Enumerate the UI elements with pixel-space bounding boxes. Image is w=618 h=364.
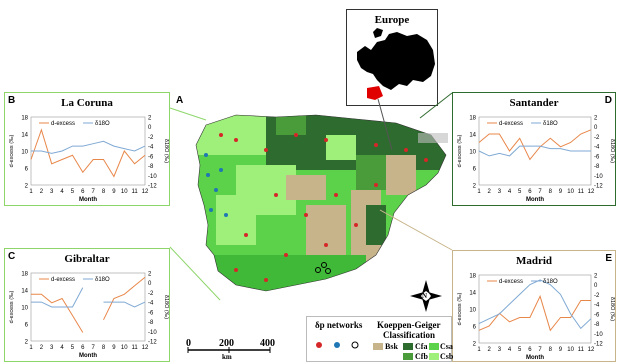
x-tick-label: 7 [91, 345, 95, 351]
class-label-csa: Csa [440, 342, 453, 351]
right-tick-label: -4 [594, 302, 600, 309]
koppen-title: Koeppen-Geiger [377, 320, 441, 330]
line-chart-svg [453, 251, 617, 363]
x-tick-label: 8 [548, 189, 552, 195]
line-chart-svg [5, 249, 171, 363]
right-tick-label: -2 [148, 290, 154, 297]
right-tick-label: -2 [594, 134, 600, 141]
x-tick-label: 5 [518, 189, 522, 195]
x-tick-label: 5 [70, 345, 75, 351]
left-tick-label: 10 [469, 307, 476, 314]
legend-label: d-excess [499, 279, 524, 285]
x-tick-label: 11 [577, 347, 584, 353]
x-tick-label: 6 [81, 345, 85, 351]
x-tick-label: 5 [70, 189, 75, 195]
y-axis-label-left: d-excess (‰) [457, 292, 463, 326]
panel-letter: B [8, 95, 16, 106]
panel-title: La Coruna [61, 97, 113, 109]
plot-frame [31, 273, 145, 341]
x-tick-label: 5 [518, 347, 522, 353]
right-tick-label: -2 [594, 292, 600, 299]
x-tick-label: 9 [112, 189, 116, 195]
right-tick-label: 2 [148, 271, 152, 278]
left-tick-label: 2 [24, 339, 28, 346]
legend-label: δ18O [95, 121, 110, 127]
x-tick-label: 1 [477, 347, 481, 353]
x-tick-label: 2 [39, 189, 44, 195]
scale-label-0: 0 [186, 338, 191, 349]
right-tick-label: -4 [148, 144, 154, 151]
x-axis-label: Month [526, 197, 544, 203]
x-tick-label: 1 [29, 189, 33, 195]
x-tick-label: 2 [487, 189, 491, 195]
legend-label: δ18O [543, 121, 558, 127]
left-tick-label: 2 [24, 183, 28, 190]
left-tick-label: 14 [21, 132, 28, 139]
panel-santander [452, 92, 616, 206]
y-axis-label-right: δ18O (‰) [609, 296, 615, 322]
y-axis-label-right: δ18O (‰) [163, 138, 169, 164]
x-tick-label: 8 [101, 345, 106, 351]
x-axis-label: Month [79, 197, 97, 203]
right-tick-label: -6 [594, 154, 600, 161]
left-tick-label: 10 [21, 305, 28, 312]
series-line-d-excess [31, 130, 145, 177]
network-marker-blue [334, 342, 340, 348]
x-tick-label: 4 [507, 347, 512, 353]
right-tick-label: 0 [148, 125, 152, 132]
left-tick-label: 6 [24, 322, 28, 329]
x-tick-label: 3 [497, 347, 502, 353]
x-tick-label: 8 [548, 347, 552, 353]
right-tick-label: -4 [148, 300, 154, 307]
x-tick-label: 6 [528, 189, 532, 195]
left-tick-label: 10 [469, 149, 476, 156]
x-axis-label: Month [526, 355, 544, 361]
compass-label: N [422, 292, 428, 300]
network-marker-red [316, 342, 322, 348]
x-tick-label: 4 [60, 189, 64, 195]
series-line-d18o [31, 288, 145, 307]
x-tick-label: 6 [528, 347, 532, 353]
panel-title: Madrid [515, 255, 553, 267]
legend-label: δ18O [95, 277, 110, 283]
panel-madrid [452, 250, 616, 362]
panel-la-coruna [4, 92, 170, 206]
x-tick-label: 4 [507, 189, 512, 195]
legend-label: δ18O [543, 279, 558, 285]
legend-label: d-excess [51, 121, 76, 127]
left-tick-label: 18 [21, 271, 28, 278]
scale-label-200: 200 [219, 338, 234, 349]
right-tick-label: -10 [148, 329, 157, 336]
x-tick-label: 1 [29, 345, 33, 351]
x-tick-label: 1 [477, 189, 481, 195]
right-tick-label: 2 [148, 115, 152, 122]
x-tick-label: 10 [567, 347, 574, 353]
left-tick-label: 6 [472, 166, 476, 173]
class-swatch-cfb [403, 353, 413, 360]
left-tick-label: 14 [469, 132, 476, 139]
right-tick-label: -12 [594, 341, 603, 348]
line-chart-svg [5, 93, 171, 207]
panel-letter: C [8, 251, 16, 262]
x-tick-label: 7 [91, 189, 95, 195]
panel-letter: E [605, 253, 612, 264]
y-axis-label-right: δ18O (‰) [609, 138, 615, 164]
class-swatch-csb [429, 353, 439, 360]
x-tick-label: 11 [131, 189, 138, 195]
right-tick-label: -10 [148, 173, 157, 180]
left-tick-label: 6 [472, 324, 476, 331]
y-axis-label-left: d-excess (‰) [457, 134, 463, 168]
left-tick-label: 14 [469, 290, 476, 297]
legend-box [306, 316, 452, 362]
y-axis-label-right: δ18O (‰) [163, 294, 169, 320]
x-tick-label: 3 [50, 189, 54, 195]
x-tick-label: 9 [112, 345, 116, 351]
x-tick-label: 10 [120, 345, 128, 351]
line-chart-svg [453, 93, 617, 207]
network-marker-open [352, 342, 358, 348]
right-tick-label: 2 [594, 115, 598, 122]
koppen-subtitle: Classification [383, 330, 436, 340]
right-tick-label: -12 [148, 339, 157, 346]
x-tick-label: 2 [39, 345, 44, 351]
legend-label: d-excess [499, 121, 524, 127]
left-tick-label: 18 [469, 273, 476, 280]
x-tick-label: 8 [101, 189, 106, 195]
right-tick-label: -12 [594, 183, 603, 190]
x-tick-label: 12 [141, 189, 149, 195]
x-tick-label: 3 [497, 189, 502, 195]
class-label-bsk: Bsk [385, 342, 398, 351]
legend-label: d-excess [51, 277, 76, 283]
y-axis-label-left: d-excess (‰) [9, 290, 15, 324]
class-label-cfb: Cfb [415, 352, 428, 361]
map-panel-letter: A [176, 95, 184, 106]
class-label-cfa: Cfa [415, 342, 428, 351]
x-axis-label: Month [79, 353, 97, 359]
x-tick-label: 11 [577, 189, 584, 195]
panel-gibraltar [4, 248, 170, 362]
europe-inset-title: Europe [374, 14, 410, 26]
y-axis-label-left: d-excess (‰) [9, 134, 15, 168]
x-tick-label: 12 [587, 189, 595, 195]
left-tick-label: 10 [21, 149, 28, 156]
x-tick-label: 7 [538, 189, 542, 195]
right-tick-label: -12 [148, 183, 157, 190]
right-tick-label: -8 [148, 320, 154, 327]
left-tick-label: 18 [21, 115, 28, 122]
x-tick-label: 11 [131, 345, 138, 351]
series-line-d18o [479, 280, 591, 329]
x-tick-label: 2 [487, 347, 491, 353]
right-tick-label: -10 [594, 331, 603, 338]
series-line-d18o [479, 146, 591, 156]
plot-frame [479, 275, 591, 343]
class-label-csb: Csb [440, 352, 454, 361]
class-swatch-cfa [403, 343, 413, 350]
right-tick-label: -6 [148, 154, 154, 161]
right-tick-label: -8 [148, 164, 154, 171]
right-tick-label: 0 [594, 125, 598, 132]
left-tick-label: 2 [472, 183, 476, 190]
scale-label-400: 400 [260, 338, 275, 349]
series-line-d-excess [479, 296, 591, 330]
panel-title: Santander [509, 97, 559, 109]
class-swatch-csa [429, 343, 439, 350]
x-tick-label: 12 [141, 345, 149, 351]
x-tick-label: 9 [558, 189, 563, 195]
x-tick-label: 4 [60, 345, 64, 351]
x-tick-label: 10 [120, 189, 128, 195]
x-tick-label: 7 [538, 347, 542, 353]
left-tick-label: 2 [472, 341, 476, 348]
series-line-d-excess [479, 130, 591, 160]
right-tick-label: -4 [594, 144, 600, 151]
x-tick-label: 6 [81, 189, 85, 195]
right-tick-label: -6 [148, 310, 154, 317]
right-tick-label: 0 [594, 283, 598, 290]
right-tick-label: -8 [594, 164, 600, 171]
x-tick-label: 9 [558, 347, 563, 353]
network-markers [313, 339, 365, 351]
right-tick-label: -2 [148, 134, 154, 141]
right-tick-label: -8 [594, 322, 600, 329]
networks-title: δp networks [315, 320, 363, 330]
class-swatch-bsk [373, 343, 383, 350]
left-tick-label: 18 [469, 115, 476, 122]
right-tick-label: -6 [594, 312, 600, 319]
right-tick-label: 2 [594, 273, 598, 280]
left-tick-label: 14 [21, 288, 28, 295]
x-tick-label: 12 [587, 347, 595, 353]
right-tick-label: 0 [148, 281, 152, 288]
x-tick-label: 3 [50, 345, 54, 351]
scale-unit: km [222, 353, 232, 361]
right-tick-label: -10 [594, 173, 603, 180]
left-tick-label: 6 [24, 166, 28, 173]
panel-title: Gibraltar [64, 253, 110, 265]
x-tick-label: 10 [567, 189, 574, 195]
panel-letter: D [604, 95, 612, 106]
